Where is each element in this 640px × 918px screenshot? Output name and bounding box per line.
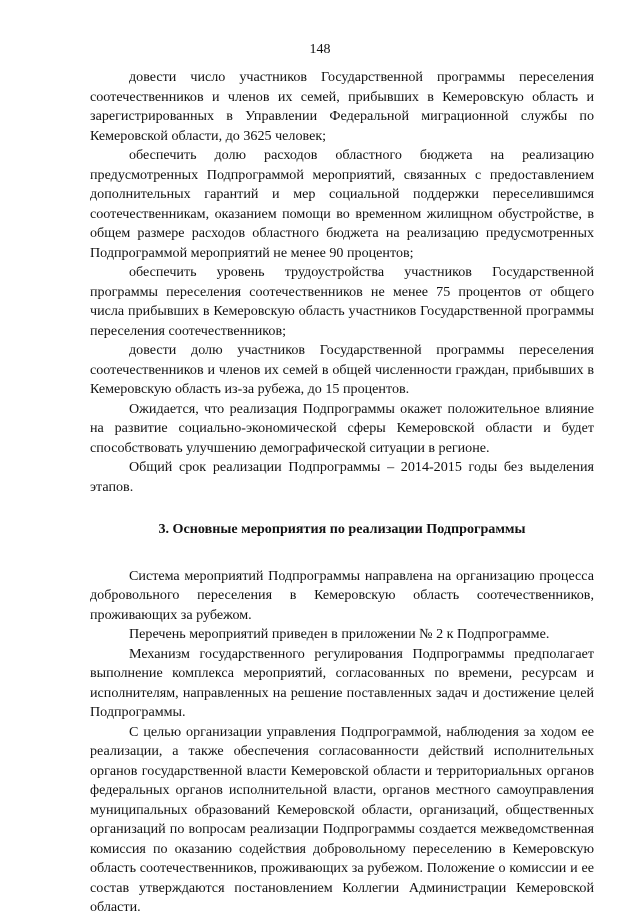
- paragraph: Общий срок реализации Подпрограммы – 2014-2015 годы без выделения этапов.: [90, 459, 594, 495]
- paragraph: обеспечить долю расходов областного бюджета на реализацию предусмотренных Подпрограммой мероприятий, связанных с предоставлением дополнительных гарантий и мер социальной поддержки переселившимся соотечественникам, оказанием помощи во временном жилищном обустройстве, в общем размере расходов областного бюджета на реализацию предусмотренных Подпрограммой мероприятий не менее 90 процентов;: [90, 147, 594, 261]
- paragraph: довести число участников Государственной программы переселения соотечественников и членов их семей, прибывших в Кемеровскую область и зарегистрированных в Управлении Федеральной миграционной службы по Кемеровской области, до 3625 человек;: [90, 69, 594, 144]
- paragraph: Ожидается, что реализация Подпрограммы окажет положительное влияние на развитие социально-экономической сферы Кемеровской области и будет способствовать улучшению демографической ситуации в регионе.: [90, 400, 594, 456]
- paragraph: довести долю участников Государственной программы переселения соотечественников и членов их семей в общей численности граждан, прибывших в Кемеровскую область из-за рубежа, до 15 процентов.: [90, 342, 594, 397]
- paragraph: Механизм государственного регулирования Подпрограммы предполагает выполнение комплекса мероприятий, согласованных по времени, ресурсам и исполнителям, направленных на решение поставленных задач и достижение целей Подпрограммы.: [90, 645, 594, 720]
- section-heading: 3. Основные мероприятия по реализации Подпрограммы: [158, 521, 526, 537]
- paragraph: Система мероприятий Подпрограммы направлена на организацию процесса добровольного переселения в Кемеровскую область соотечественников, проживающих за рубежом.: [90, 567, 594, 623]
- paragraph: С целью организации управления Подпрограммой, наблюдения за ходом ее реализации, а также обеспечения согласованности действий исполнительных органов государственной власти Кемеровской области и территориальных органов федеральных органов исполнительной власти, органов местного самоуправления муниципальных образований Кемеровской области, организаций, общественных организаций по вопросам реализации Подпрограммы создается межведомственная комиссия по оказанию содействия добровольному переселению в Кемеровскую область соотечественников, проживающих за рубежом. Положение о комиссии и ее состав утверждаются постановлением Коллегии Администрации Кемеровской области.: [90, 723, 594, 915]
- paragraph: Перечень мероприятий приведен в приложении № 2 к Подпрограмме.: [129, 626, 550, 642]
- paragraph: обеспечить уровень трудоустройства участников Государственной программы переселения соотечественников не менее 75 процентов от общего числа прибывших в Кемеровскую область участников Государственной программы переселения соотечественников;: [90, 264, 594, 339]
- document-body: [90, 68, 594, 918]
- page-number: 148: [309, 42, 331, 57]
